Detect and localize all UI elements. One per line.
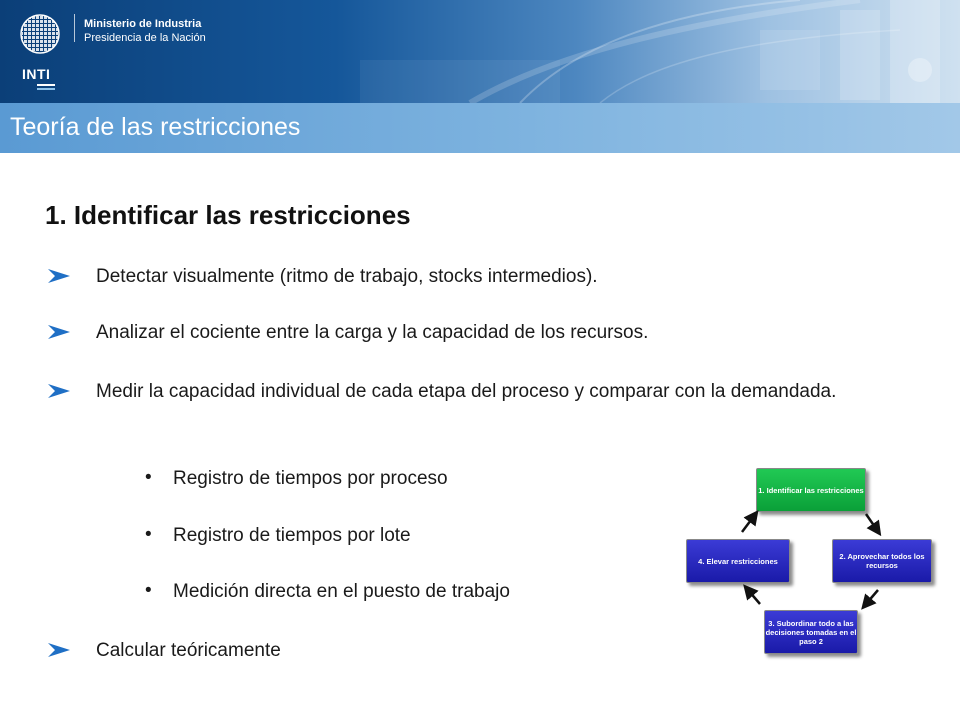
ministry-label [84,17,206,45]
bullet-text: Detectar visualmente (ritmo de trabajo, stocks intermedios). [96,266,598,287]
cycle-step-4: 4. Elevar restricciones [686,539,790,583]
dot-bullet-icon: • [145,524,152,545]
arrow-bullet-icon [48,269,70,283]
cycle-step-2: 2. Aprovechar todos los recursos [832,539,932,583]
bullet-item [48,263,914,290]
sub-list-item [145,581,510,603]
logo-bars-icon [37,84,55,92]
arrow-1-to-2-icon [866,514,877,530]
bullet-text: Calcular teóricamente [96,640,281,661]
logo-text: INTI [22,66,51,82]
ministry-line-1: Ministerio de Industria [84,18,202,30]
arrow-bullet-icon [48,643,70,657]
arrow-bullet-icon [48,325,70,339]
dot-bullet-icon: • [145,467,152,488]
arrow-4-to-1-icon [742,516,754,532]
bullet-item [48,378,914,405]
cycle-step-1: 1. Identificar las restricciones [756,468,866,512]
header-banner [0,0,960,103]
sub-list-text: Registro de tiempos por proceso [173,468,448,489]
arrow-3-to-4-icon [748,590,760,604]
toc-cycle-diagram [680,462,950,662]
dot-bullet-icon: • [145,580,152,601]
sub-list-item [145,525,411,547]
sub-list-text: Registro de tiempos por lote [173,525,411,546]
section-heading: 1. Identificar las restricciones [45,200,411,230]
cycle-arrows [680,462,950,662]
inti-logo-icon [20,12,60,56]
bullet-text: Analizar el cociente entre la carga y la capacidad de los recursos. [96,322,649,343]
sub-list-text: Medición directa en el puesto de trabajo [173,581,510,602]
arrow-2-to-3-icon [866,590,878,604]
bullet-text: Medir la capacidad individual de cada etapa del proceso y comparar con la demandada. [96,381,837,402]
bullet-item [48,319,914,346]
logo-divider [74,14,75,42]
ministry-line-2: Presidencia de la Nación [84,32,206,44]
sub-list-item [145,468,448,490]
arrow-bullet-icon [48,384,70,398]
slide-title: Teoría de las restricciones [10,113,301,141]
banner-background-graphic [0,0,960,103]
title-bar [0,103,960,153]
cycle-step-3: 3. Subordinar todo a las decisiones tomadas en el paso 2 [764,610,858,654]
